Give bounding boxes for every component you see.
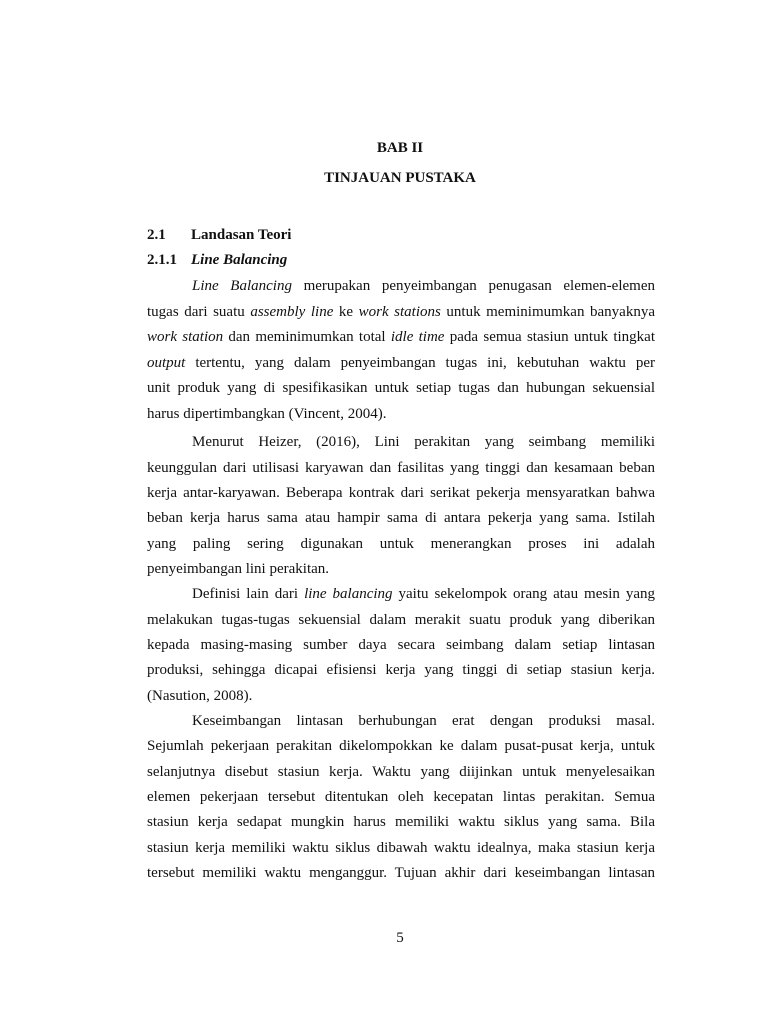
text-run: merupakan penyeimbangan penugasan elemen-elemen <box>291 278 655 294</box>
italic-term: idle time <box>390 329 445 345</box>
paragraph-1-line-1 <box>192 278 655 295</box>
chapter-title: TINJAUAN PUSTAKA <box>324 170 476 186</box>
paragraph-3-line-1 <box>192 586 655 603</box>
text-run: tugas dari suatu <box>147 304 251 320</box>
text-run: tertentu, yang dalam penyeimbangan tugas ini, kebutuhan waktu per <box>185 355 655 371</box>
paragraph-4-line-7: tersebut memiliki waktu menganggur. Tujuan akhir dari keseimbangan lintasan <box>147 865 655 881</box>
paragraph-1-line-4 <box>147 355 655 372</box>
paragraph-4-line-3: selanjutnya disebut stasiun kerja. Waktu yang diijinkan untuk menyelesaikan <box>147 764 655 780</box>
paragraph-3-line-3: kepada masing-masing sumber daya secara seimbang dalam setiap lintasan <box>147 637 655 653</box>
paragraph-4-line-1: Keseimbangan lintasan berhubungan erat dengan produksi masal. <box>192 713 655 729</box>
text-run: pada semua stasiun untuk tingkat <box>444 329 656 345</box>
paragraph-1-line-6: harus dipertimbangkan (Vincent, 2004). <box>147 406 387 422</box>
paragraph-4-line-4: elemen pekerjaan tersebut ditentukan oleh kecepatan lintas perakitan. Semua <box>147 789 655 805</box>
paragraph-2-line-1: Menurut Heizer, (2016), Lini perakitan yang seimbang memiliki <box>192 434 655 450</box>
paragraph-4-line-5: stasiun kerja sedapat mungkin harus memiliki waktu siklus yang sama. Bila <box>147 814 655 830</box>
chapter-heading: BAB II <box>376 140 424 156</box>
paragraph-2-line-2: keunggulan dari utilisasi karyawan dan fasilitas yang tinggi dan kesamaan beban <box>147 460 655 476</box>
page-number: 5 <box>396 930 404 946</box>
paragraph-2-line-5: yang paling sering digunakan untuk menerangkan proses ini adalah <box>147 536 655 552</box>
subsection-number: 2.1.1 <box>147 252 177 268</box>
paragraph-1-line-3 <box>147 329 655 346</box>
italic-term: assembly line <box>250 304 334 320</box>
italic-term: work stations <box>358 304 441 320</box>
paragraph-2-line-3: kerja antar-karyawan. Beberapa kontrak dari serikat pekerja mensyaratkan bahwa <box>147 485 655 501</box>
text-run: Definisi lain dari <box>192 586 305 602</box>
paragraph-3-line-2: melakukan tugas-tugas sekuensial dalam merakit suatu produk yang diberikan <box>147 612 655 628</box>
paragraph-3-line-5: (Nasution, 2008). <box>147 688 253 704</box>
paragraph-4-line-6: stasiun kerja memiliki waktu siklus dibawah waktu idealnya, maka stasiun kerja <box>147 840 655 856</box>
paragraph-1-line-5: unit produk yang di spesifikasikan untuk setiap tugas dan hubungan sekuensial <box>147 380 655 396</box>
text-run: yaitu sekelompok orang atau mesin yang <box>392 586 656 602</box>
text-run: dan meminimumkan total <box>223 329 391 345</box>
italic-term: Line Balancing <box>192 278 292 294</box>
section-heading <box>147 227 291 244</box>
subsection-title: Line Balancing <box>191 252 288 268</box>
text-run: untuk meminimumkan banyaknya <box>440 304 655 320</box>
section-number: 2.1 <box>147 227 166 243</box>
paragraph-4-line-2: Sejumlah pekerjaan perakitan dikelompokkan ke dalam pusat-pusat kerja, untuk <box>147 738 655 754</box>
subsection-heading <box>147 252 287 269</box>
text-run: ke <box>333 304 359 320</box>
paragraph-2-line-4: beban kerja harus sama atau hampir sama di antara pekerja yang sama. Istilah <box>147 510 655 526</box>
italic-term: output <box>147 355 186 371</box>
paragraph-2-line-6: penyeimbangan lini perakitan. <box>147 561 330 577</box>
italic-term: work station <box>147 329 224 345</box>
paragraph-1-line-2 <box>147 304 655 321</box>
paragraph-3-line-4: produksi, sehingga dicapai efisiensi kerja yang tinggi di setiap stasiun kerja. <box>147 662 655 678</box>
italic-term: line balancing <box>304 586 393 602</box>
section-title: Landasan Teori <box>191 227 292 243</box>
